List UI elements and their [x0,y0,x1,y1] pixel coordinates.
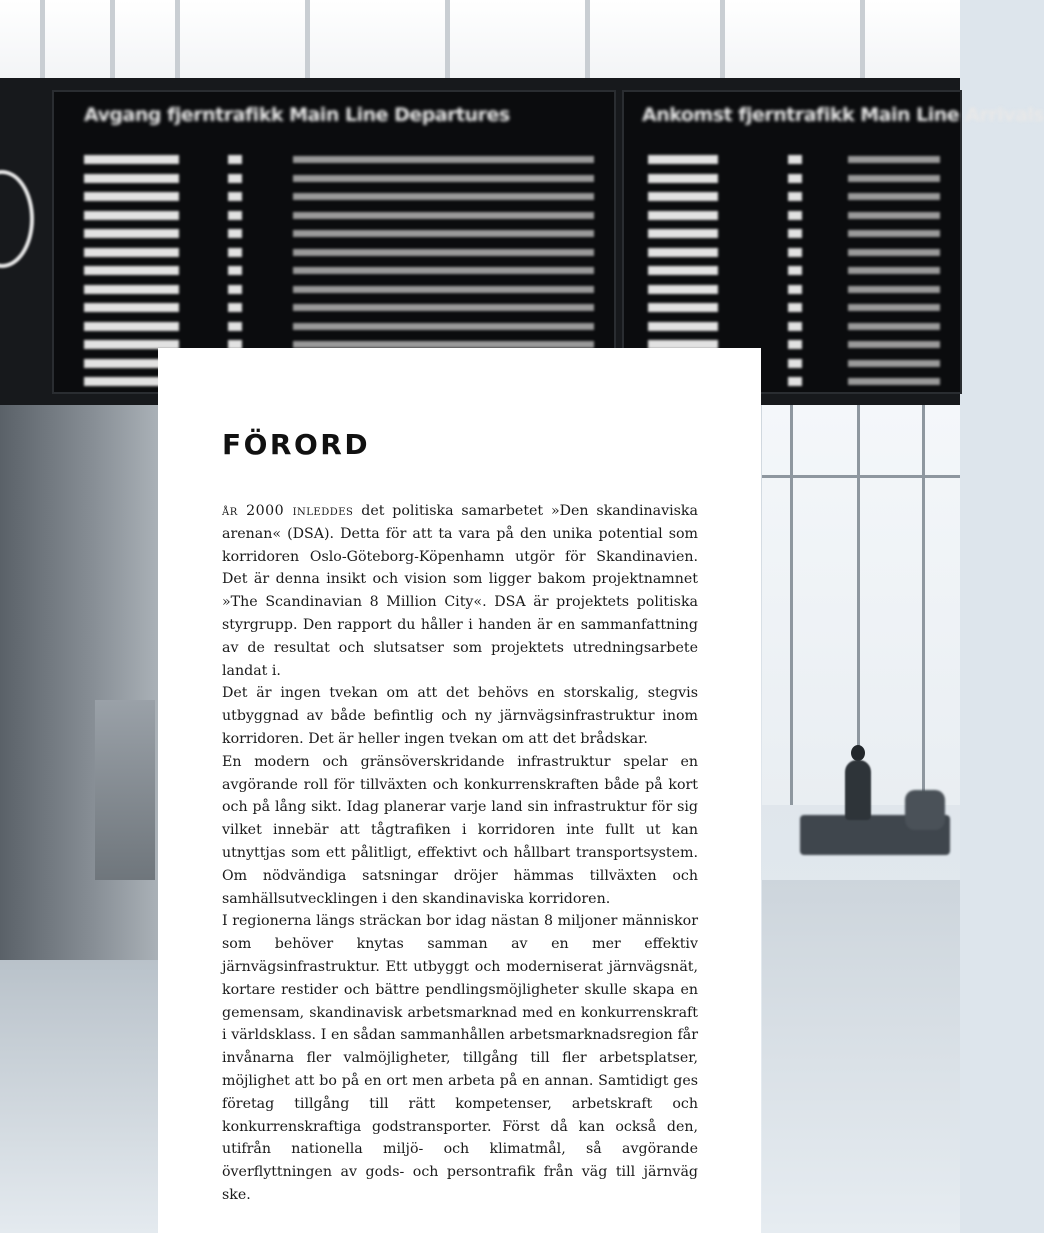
board-row-blurred [68,265,604,277]
ceiling-beam [110,0,115,80]
board-cell-blurred [84,211,179,220]
board-cell-blurred [848,304,940,311]
board-cell-blurred [293,323,594,330]
departures-board-title: Avgang fjerntrafikk Main Line Departures [84,104,510,126]
board-cell-blurred [848,378,940,385]
ceiling-beam [860,0,865,80]
board-cell-blurred [648,266,718,275]
board-cell-blurred [648,285,718,294]
board-cell-blurred [84,266,179,275]
board-cell-blurred [228,155,242,164]
board-cell-blurred [84,303,179,312]
board-cell-blurred [848,230,940,237]
page-title: FÖRORD [222,428,371,461]
board-cell-blurred [228,211,242,220]
board-cell-blurred [788,155,802,164]
board-row-blurred [68,228,604,240]
window-frame [790,405,793,805]
board-row-blurred [638,154,950,166]
board-cell-blurred [848,267,940,274]
ticket-machine [95,700,155,880]
board-cell-blurred [228,322,242,331]
board-row-blurred [638,284,950,296]
board-cell-blurred [293,341,594,348]
board-cell-blurred [848,175,940,182]
board-cell-blurred [293,304,594,311]
paragraph-2: Det är ingen tvekan om att det behövs en storskalig, stegvis utbyggnad av både befintlig och ny järnvägsinfrastruktur inom korridoren. Det är heller ingen tvekan om att det brådskar. [222,685,698,747]
board-cell-blurred [848,360,940,367]
station-ceiling [0,0,960,90]
foreword-panel [158,348,761,1233]
board-cell-blurred [228,266,242,275]
board-cell-blurred [848,341,940,348]
board-cell-blurred [848,286,940,293]
board-cell-blurred [228,192,242,201]
board-row-blurred [638,247,950,259]
board-cell-blurred [648,303,718,312]
board-cell-blurred [293,249,594,256]
paragraph-1 [222,500,698,682]
board-cell-blurred [293,193,594,200]
board-cell-blurred [788,174,802,183]
board-row-blurred [68,173,604,185]
board-cell-blurred [648,322,718,331]
board-cell-blurred [648,192,718,201]
board-cell-blurred [648,211,718,220]
board-cell-blurred [228,174,242,183]
ceiling-beam [175,0,180,80]
board-cell-blurred [293,267,594,274]
board-row-blurred [638,302,950,314]
paragraph-3: En modern och gränsöverskridande infrastruktur spelar en avgörande roll för tillväxten och konkurrenskraften både på kort och på lång sikt. Idag planerar varje land sin infrastruktur för sig vilket innebär att tågtrafiken i korridoren inte fullt ut kan utnyttjas som ett pålitligt, effektivt och hållbart transportsystem. Om nödvändiga satsningar dröjer hämmas tillväxten och samhällsutvecklingen i den skandinaviska korridoren. [222,753,698,907]
board-cell-blurred [84,192,179,201]
board-cell-blurred [84,229,179,238]
station-wall-left [0,405,158,965]
board-cell-blurred [788,192,802,201]
board-row-blurred [68,154,604,166]
ceiling-beam [40,0,45,80]
board-cell-blurred [228,285,242,294]
board-cell-blurred [84,174,179,183]
board-cell-blurred [84,155,179,164]
board-row-blurred [638,191,950,203]
board-cell-blurred [293,156,594,163]
board-cell-blurred [788,377,802,386]
board-cell-blurred [788,266,802,275]
ceiling-beam [445,0,450,80]
board-cell-blurred [848,193,940,200]
arrivals-board-title: Ankomst fjerntrafikk Main Line Arrivals [642,104,1044,126]
board-cell-blurred [788,229,802,238]
board-cell-blurred [228,248,242,257]
board-cell-blurred [788,248,802,257]
board-cell-blurred [848,249,940,256]
board-row-blurred [68,191,604,203]
board-cell-blurred [848,323,940,330]
ceiling-beam [585,0,590,80]
board-cell-blurred [788,285,802,294]
station-floor-left [0,960,158,1233]
board-cell-blurred [788,211,802,220]
foreword-body [222,500,698,1207]
board-row-blurred [638,228,950,240]
paragraph-4: I regionerna längs sträckan bor idag nästan 8 miljoner människor som behöver knytas samman av en mer effektiv järnvägsinfrastruktur. Ett utbyggt och moderniserat järnvägsnät, kortare restider och bättre pendlingsmöjligheter skulle skapa en gemensam, skandinavisk arbetsmarknad med en konkurrenskraft i världsklass. I en sådan sammanhållen arbetsmarknadsregion får invånarna fler valmöjligheter, tillgång till fler arbetsplatser, möjlighet att bo på en ort men arbeta på en annan. Samtidigt ges företag tillgång till rätt kompetenser, arbetskraft och konkurrenskraftiga godstransporter. Först då kan också den, utifrån nationella miljö- och klimatmål, så avgörande överflyttningen av gods- och persontrafik från väg till järnväg ske. [222,913,698,1203]
board-cell-blurred [84,285,179,294]
board-cell-blurred [788,359,802,368]
board-row-blurred [68,247,604,259]
board-cell-blurred [648,229,718,238]
paragraph-lead: år 2000 inleddes [222,503,354,519]
ceiling-beam [720,0,725,80]
ceiling-beam [305,0,310,80]
board-cell-blurred [293,230,594,237]
board-cell-blurred [293,175,594,182]
board-cell-blurred [84,248,179,257]
board-cell-blurred [788,322,802,331]
board-cell-blurred [788,340,802,349]
board-row-blurred [68,284,604,296]
board-row-blurred [638,265,950,277]
paragraph-1-text: det politiska samarbetet »Den skandinaviska arenan« (DSA). Detta för att ta vara på den unika potential som korridoren Oslo-Göteborg-Köpenhamn utgör för Skandinavien. Det är denna insikt och vision som ligger bakom projektnamnet »The Scandinavian 8 Million City«. DSA är projektets politiska styrgrupp. Den rapport du håller i handen är en sammanfattning av de resultat och slutsatser som projektets utredningsarbete landat i. [222,503,698,679]
board-row-blurred [68,321,604,333]
board-cell-blurred [648,248,718,257]
board-cell-blurred [648,155,718,164]
board-cell-blurred [228,303,242,312]
seated-person [845,760,871,820]
board-row-blurred [68,210,604,222]
board-cell-blurred [648,174,718,183]
board-row-blurred [638,210,950,222]
board-row-blurred [638,321,950,333]
board-cell-blurred [788,303,802,312]
board-row-blurred [68,302,604,314]
board-row-blurred [638,173,950,185]
seated-person-head [851,745,865,761]
board-cell-blurred [293,286,594,293]
station-floor-right [762,880,960,1233]
board-cell-blurred [228,229,242,238]
window-frame [762,475,960,478]
reclining-person [905,790,945,830]
board-cell-blurred [84,322,179,331]
board-cell-blurred [848,156,940,163]
board-cell-blurred [848,212,940,219]
board-cell-blurred [293,212,594,219]
window-frame [922,405,925,805]
